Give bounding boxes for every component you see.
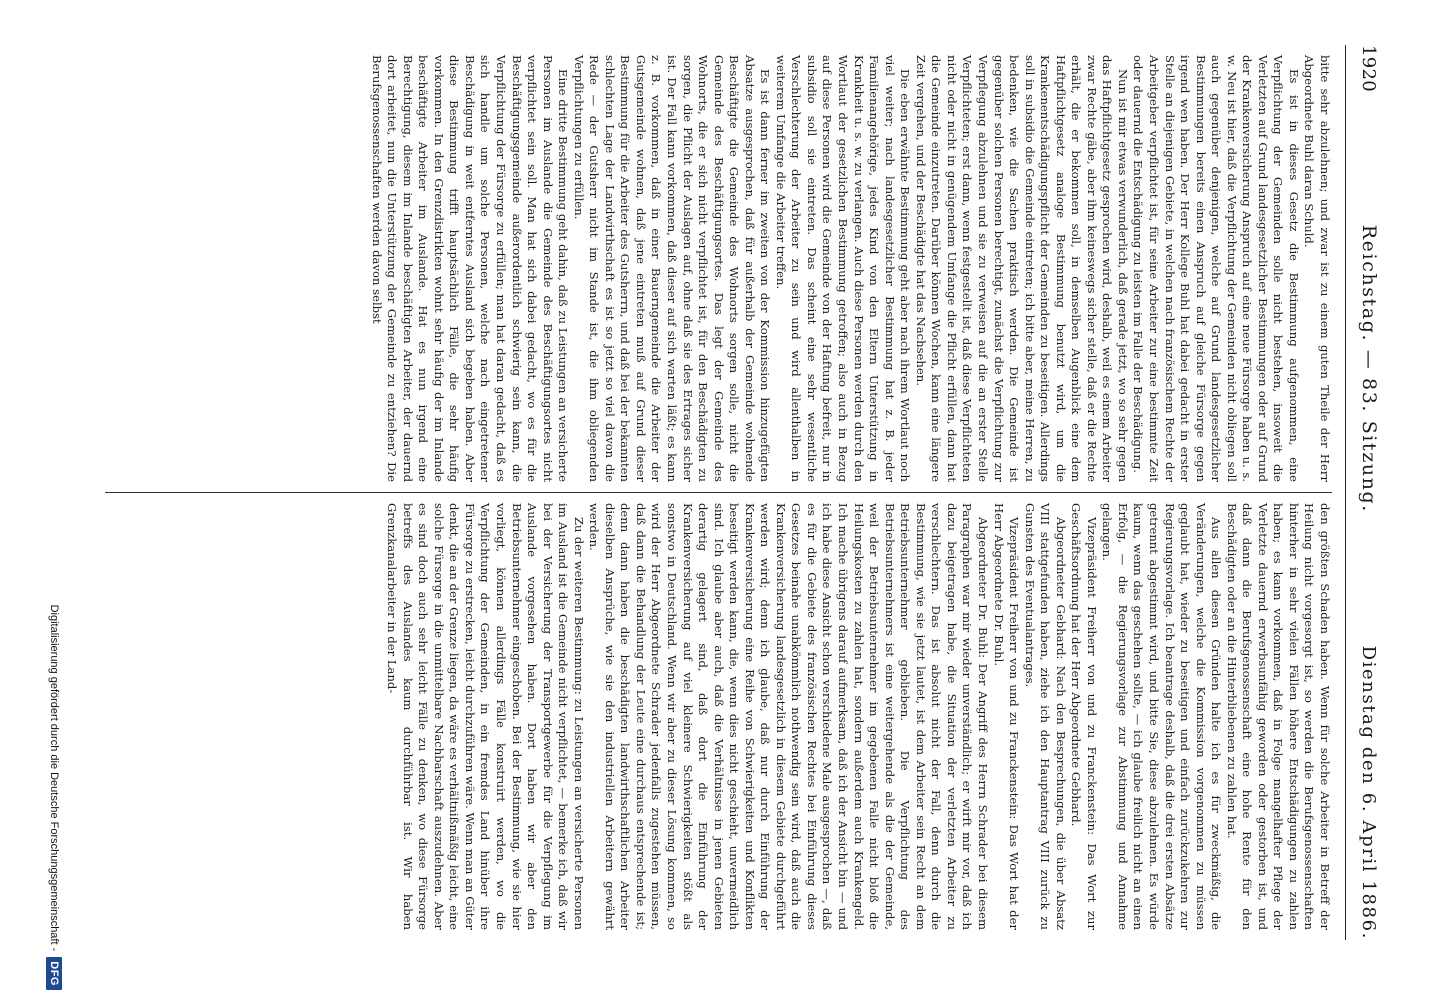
paragraph: Aus allen diesen Gründen halte ich es für zweckmäßig, die Veränderungen, welche die Kommission vorgenommen zu müssen geglaubt hat, wieder zu beseitigen und einfach zurückzukehren zur Regierungsvorlage. Ich beantrage deshalb, daß die drei ersten Absätze getrennt abgestimmt wird, und bitte Sie, diese abzulehnen. Es würde kaum, wenn das geschehen sollte, — ich glaube freilich nicht an einen Erfolg, — die Regierungsvorlage zur Abstimmung und Annahme gelangen. xyxy=(1100,503,1224,930)
paragraph: Abgeordneter Dr. Buhl: Der Angriff des Herrn Schrader bei diesem Paragraphen war mir wieder unverständlich; er wirft mir vor, daß ich dazu beigetragen habe, die Situation der verletzten Arbeiter zu verschlechtern. Das ist absolut nicht der Fall, denn durch die Bestimmung, wie sie jetzt lautet, ist dem Arbeiter sein Recht an dem Betriebsunternehmer geblieben. Die Verpflichtung des Betriebsunternehmers ist eine weitergehende als die der Gemeinde, weil der Betriebsunternehmer im gegebenen Falle nicht bloß die Heilungskosten zu zahlen hat, sondern außerdem auch Krankengeld. Ich mache übrigens darauf aufmerksam, daß ich der Ansicht bin — und ich habe diese Ansicht schon verschiedene Male ausgesprochen —, daß es für die Gebiete des französischen Rechtes bei Einführung dieses Gesetzes beinahe unabkömmlich nothwendig sein wird, daß auch die Krankenversicherung landesgesetzlich in diesem Gebiete durchgeführt werden wird; denn ich glaube, daß nur durch Einführung der Krankenversicherung eine Reihe von Schwierigkeiten und Konflikten beseitigt werden kann, die, wenn dies nicht geschieht, unvermeidlich sind. Ich glaube aber auch, daß die Verhältnisse in jenen Gebieten derartig gelagert sind, daß dort die Einführung der Krankenversicherung auf viel kleinere Schwierigkeiten stößt als sonstwo in Deutschland. Wenn wir aber zu dieser Lösung kommen, so wird der Herr Abgeordnete Schrader jedenfalls zugestehen müssen, daß dann die Behandlung der Leute eine durchaus entsprechende ist; denn dann haben die beschädigten landwirthschaftlichen Arbeiter dieselben Ansprüche, wie sie den industriellen Arbeitern gewährt werden. xyxy=(587,503,990,930)
paragraph: Zu der weiteren Bestimmung: zu Leistungen an versicherte Personen im Ausland ist die Gemeinde nicht verpflichtet, — bemerke ich, daß wir bei der Versicherung der Transportgewerbe für die Verpflegung im Auslande vorgesehen haben. Dort haben wir aber den Betriebsunternehmer eingeschoben. Bei der Bestimmung, wie sie hier vorliegt, können allerdings Fälle konstruirt werden, wo die Verpflichtung der Gemeinden, in ein fremdes Land hinüber ihre Fürsorge zu erstrecken, leicht durchzuführen wäre. Wenn man an Güter denkt, die an der Grenze liegen, da wäre es verhältnißmäßig leicht, eine solche Fürsorge in die unmittelbare Nachbarschaft auszudehnen. Aber es sind doch auch sehr leicht Fälle zu denken, wo diese Fürsorge betreffs des Auslandes kaum durchführbar ist. Wir haben Grenzkanalarbeiter in der Land- xyxy=(385,503,586,930)
paragraph: den größten Schaden haben. Wenn für solche Arbeiter in Betreff der Heilung nicht vorgesorgt ist, so werden die Berufsgenossenschaften hinterher in sehr vielen Fällen höhere Entschädigungen zu zahlen haben; es kann vorkommen, daß in Folge mangelhafter Pflege der Verletzte dauernd erwerbsunfähig geworden oder gestorben ist, und daß dann die Berufsgenossenschaft eine hohe Rente für den Beschädigten oder an die Hinterbliebenen zu zahlen hat. xyxy=(1224,503,1332,930)
paragraph: Die eben erwähnte Bestimmung geht aber nach ihrem Wortlaut noch viel weiter; nach landesgesetzlicher Bestimmung hat z. B. jeder Familienangehörige, jedes Kind von den Eltern Unterstützung in Krankheit u. s. w. zu verlangen. Auch diese Personen werden durch den Wortlaut der gesetzlichen Bestimmung getroffen; also auch in Bezug auf diese Personen wird die Gemeinde von der Haftung befreit, nur in subsidio soll sie eintreten. Das scheint eine sehr wesentliche Verschlechterung der Arbeiter zu sein und wird allenthalben in weiterem Umfange die Arbeiter treffen. xyxy=(773,55,913,482)
paragraph: Eine dritte Bestimmung geht dahin, daß zu Leistungen an versicherte Personen im Auslande die Gemeinde des Beschäftigungsortes nicht verpflichtet sein soll. Man hat sich dabei gedacht, wo es für die Beschäftigungsgemeinde außerordentlich schwierig sein kann, die Verpflichtung der Fürsorge zu erfüllen; man hat daran gedacht, daß es sich handle um solche Personen, welche nach eingetretener Beschädigung in weit entferntes Ausland sich begeben haben. Aber diese Bestimmung trifft hauptsächlich Fälle, die sehr häufig vorkommen. In den Grenzdistrikten wohnt sehr häufig der im Inlande beschäftigte Arbeiter im Auslande. Hat es nun irgend eine Berechtigung, diesem im Inlande beschäftigten Arbeiter, der dauernd dort arbeitet, nun die Unterstützung der Gemeinde zu entziehen? Die Berufsgenossenschaften werden davon selbst xyxy=(369,55,571,482)
paragraph: Es ist in dieses Gesetz die Bestimmung aufgenommen, eine Verpflichtung der Gemeinden solle nicht bestehen, insoweit die Verletzten auf Grund landesgesetzlicher Bestimmungen oder auf Grund der Krankenversicherung Anspruch auf eine neue Fürsorge haben u. s. w. Neu ist hier, daß die Verpflichtung der Gemeinden nicht obliegen soll auch gegenüber denjenigen, welche auf Grund landesgesetzlicher Bestimmungen bereits einen Anspruch auf gleiche Fürsorge gegen irgend wen haben. Der Herr Kollege Buhl hat dabei gedacht in erster Stelle an diejenigen Gebiete, in welchen nach französischem Rechte der Arbeitgeber verpflichtet ist, für seine Arbeiter zur eine bestimmte Zeit oder dauernd die Entschädigung zu leisten im Falle der Beschädigung. xyxy=(1131,55,1301,482)
column-right xyxy=(105,492,1332,940)
dfg-logo: DFG xyxy=(46,957,62,990)
paragraph: Vizepräsident Freiherr von und zu Franckenstein: Das Wort hat der Herr Abgeordnete Dr. Buhl. xyxy=(991,503,1022,930)
page-number: 1920 xyxy=(1358,45,1380,93)
column-left xyxy=(105,45,1332,492)
paragraph: Abgeordneter Gebhard: Nach den Besprechungen, die über Absatz VIII stattgefunden haben, ziehe ich den Hauptantrag VIII zurück zu Gunsten des Eventualantrages. xyxy=(1022,503,1068,930)
session-title: Reichstag. — 83. Sitzung. xyxy=(1358,224,1380,513)
text-columns xyxy=(105,45,1332,940)
paragraph: bitte sehr abzulehnen; und zwar ist zu einem guten Theile der Herr Abgeordnete Buhl daran Schuld. xyxy=(1302,55,1332,482)
paragraph: Vizepräsident Freiherr von und zu Franckenstein: Das Wort zur Geschäftsordnung hat der Herr Abgeordnete Gebhard. xyxy=(1069,503,1099,930)
sponsor-note: Digitalisierung gefördert durch die Deutsche Forschungsgemeinschaft - xyxy=(48,604,60,952)
paragraph: Nun ist mir etwas verwunderlich, daß gerade jetzt, wo so sehr gegen das Haftpflichtgesetz gesprochen wird, deshalb, weil es einem Arbeiter zwar Rechte gäbe, aber ihm keineswegs sicher stelle, daß er die Rechte erhält, die er bekommen soll, in demselben Augenblick eine dem Haftpflichtgesetz analoge Bestimmung benutzt wird, um die Krankenentschädigungspflicht der Gemeinden zu beseitigen. Allerdings soll in subsidio die Gemeinde eintreten; ich bitte aber, meine Herren, zu bedenken, wie die Sachen praktisch werden. Die Gemeinde ist gegenüber solchen Personen berechtigt, zunächst die Verpflichtung zur Verpflegung abzulehnen und sie zu verweisen auf die an erster Stelle Verpflichteten; erst dann, wenn festgestellt ist, daß diese Verpflichteten nicht oder nicht in genügendem Umfange die Pflicht erfüllen, dann hat die Gemeinde einzutreten. Darüber können Wochen, kann eine längere Zeit vergehen, und der Beschädigte hat das Nachsehen. xyxy=(913,55,1130,482)
digitization-footer xyxy=(10,10,98,990)
page-header xyxy=(1345,45,1392,940)
session-date: Dienstag den 6. April 1886. xyxy=(1358,645,1380,940)
paragraph: Es ist dann ferner im zweiten von der Kommission hinzugefügten Absatze ausgesprochen, daß für außerhalb der Gemeinde wohnende Beschäftigte die Gemeinde des Wohnorts sorgen solle, nicht die Gemeinde des Beschäftigungsortes. Das legt der Gemeinde des Wohnorts, die er sich nicht verpflichtet ist, für den Beschädigten zu sorgen, die Pflicht der Auslagen auf, ohne daß sie des Ertrages sicher ist. Der Fall kann vorkommen, daß dieser auf sich warten läßt; es kann z. B. vorkommen, daß in einer Bauerngemeinde die Arbeiter der Gutsgemeinde wohnen, daß jene eintreten muß auf Grund dieser Bestimmung für die Arbeiter des Gutsherrn, und daß bei der bekannten schlechten Lage der Landwirthschaft es ist so jetzt so viel davon die Rede — der Gutsherr nicht im Stande ist, die ihm obliegenden Verpflichtungen zu erfüllen. xyxy=(571,55,773,482)
